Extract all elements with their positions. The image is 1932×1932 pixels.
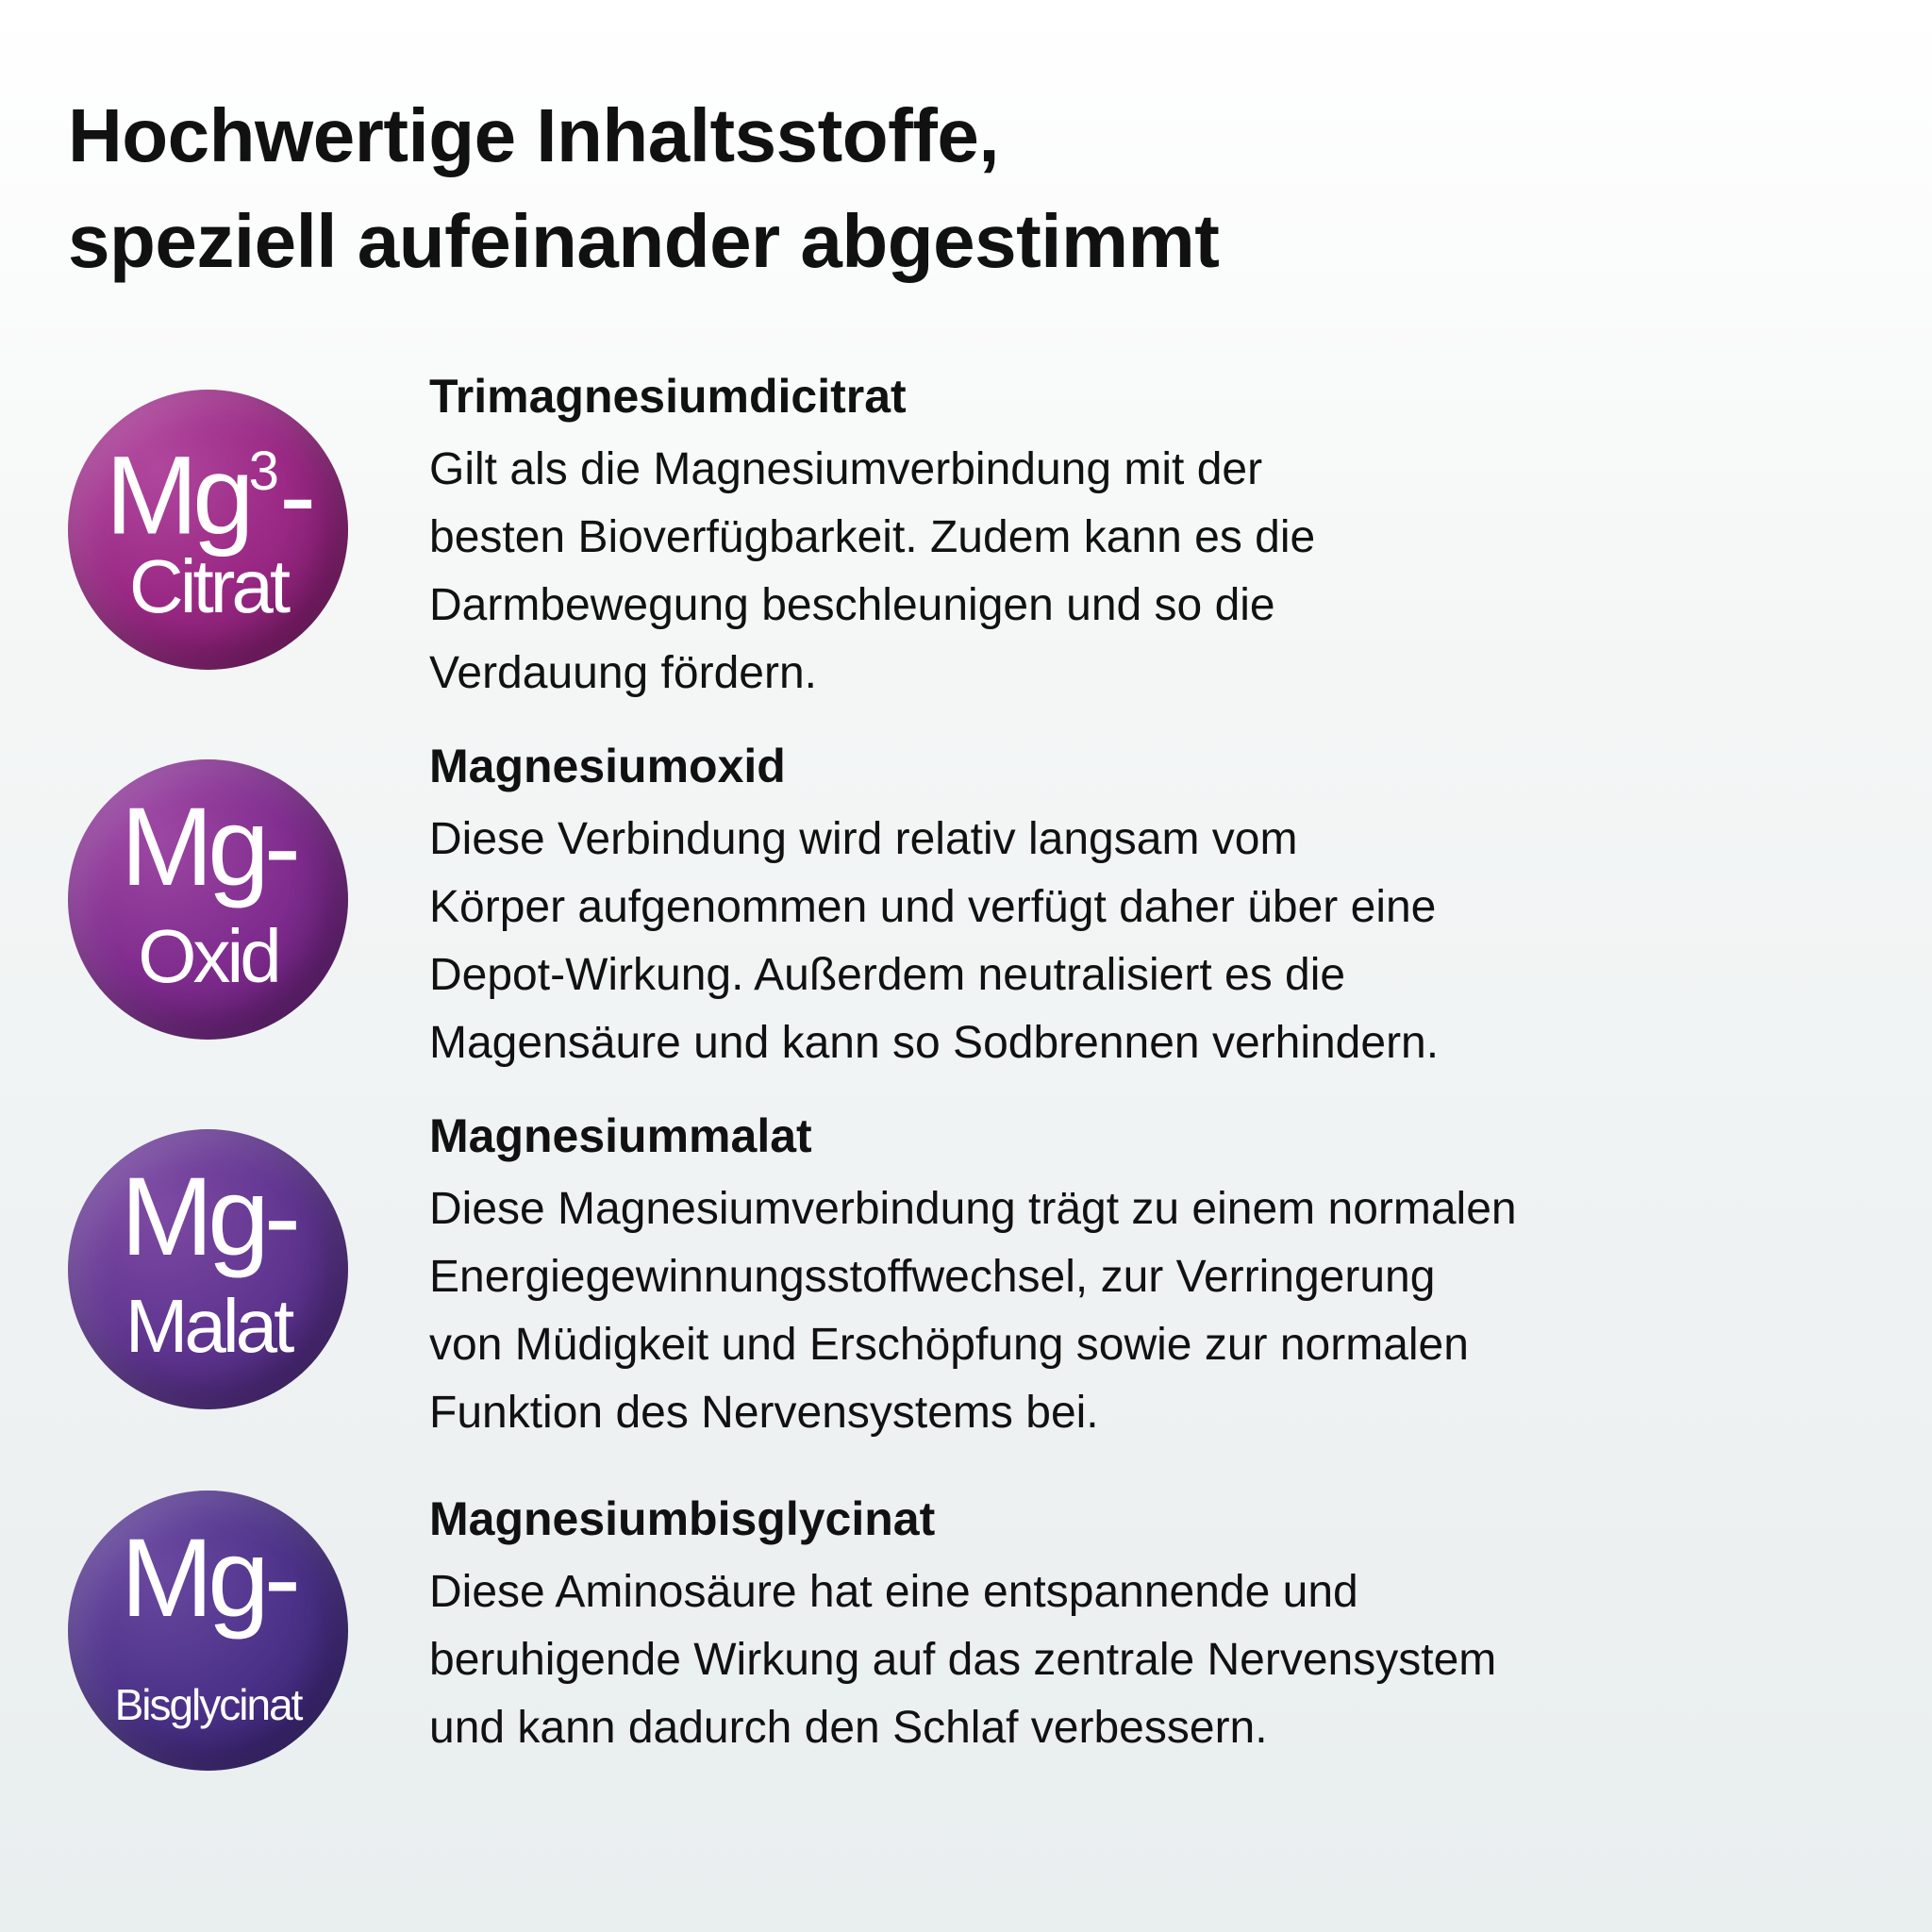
ingredient-malat-text bbox=[429, 1108, 1882, 1447]
badge-malat-formula: Mg- bbox=[120, 1155, 296, 1279]
description-line: und kann dadurch den Schlaf verbessern. bbox=[429, 1703, 1268, 1753]
description-line: besten Bioverfügbarkeit. Zudem kann es die bbox=[429, 512, 1316, 562]
badge-bisglycinat-formula: Mg- bbox=[120, 1516, 296, 1641]
ingredient-malat-heading: Magnesiummalat bbox=[429, 1109, 812, 1162]
ingredient-bisglycinat-text bbox=[429, 1491, 1882, 1762]
description-line: Diese Magnesiumverbindung trägt zu einem normalen bbox=[429, 1184, 1517, 1234]
badge-citrat-formula bbox=[68, 422, 348, 558]
badge-malat bbox=[68, 1129, 348, 1409]
ingredient-oxid-text bbox=[429, 738, 1882, 1077]
ingredient-citrat-description bbox=[429, 436, 1882, 708]
description-line: Darmbewegung beschleunigen und so die bbox=[429, 580, 1275, 630]
badge-bisglycinat-label: Bisglycinat bbox=[114, 1680, 302, 1729]
badge-malat-label: Malat bbox=[125, 1284, 291, 1368]
badge-oxid bbox=[68, 759, 348, 1040]
badge-bisglycinat bbox=[68, 1491, 348, 1771]
page-title-line-1: Hochwertige Inhaltsstoffe, bbox=[68, 93, 1000, 177]
description-line: Funktion des Nervensystems bei. bbox=[429, 1388, 1099, 1438]
ingredient-malat-description bbox=[429, 1175, 1882, 1447]
description-line: Körper aufgenommen und verfügt daher über eine bbox=[429, 882, 1437, 932]
ingredient-oxid-description bbox=[429, 806, 1882, 1077]
ingredient-bisglycinat-heading: Magnesiumbisglycinat bbox=[429, 1492, 936, 1545]
ingredient-citrat-text bbox=[429, 368, 1882, 708]
description-line: beruhigende Wirkung auf das zentrale Nervensystem bbox=[429, 1635, 1497, 1685]
badge-oxid-label: Oxid bbox=[138, 914, 278, 998]
badge-citrat-dash: - bbox=[278, 433, 311, 558]
badge-citrat-superscript: 3 bbox=[248, 441, 279, 502]
ingredient-bisglycinat-description bbox=[429, 1558, 1882, 1762]
ingredient-citrat-heading: Trimagnesiumdicitrat bbox=[429, 370, 907, 423]
badge-citrat-label: Citrat bbox=[128, 544, 288, 628]
description-line: Verdauung fördern. bbox=[429, 648, 817, 698]
badge-oxid-formula: Mg- bbox=[120, 785, 296, 909]
page-title-line-2: speziell aufeinander abgestimmt bbox=[68, 199, 1220, 283]
description-line: Diese Verbindung wird relativ langsam vom bbox=[429, 814, 1298, 864]
description-line: Magensäure und kann so Sodbrennen verhindern. bbox=[429, 1018, 1440, 1068]
page-title bbox=[68, 83, 1766, 294]
badge-citrat bbox=[68, 390, 348, 670]
badge-citrat-symbol: Mg bbox=[105, 433, 249, 558]
description-line: Gilt als die Magnesiumverbindung mit der bbox=[429, 444, 1263, 494]
ingredient-oxid-heading: Magnesiumoxid bbox=[429, 740, 786, 792]
description-line: Depot-Wirkung. Außerdem neutralisiert es die bbox=[429, 950, 1346, 1000]
description-line: von Müdigkeit und Erschöpfung sowie zur normalen bbox=[429, 1320, 1469, 1370]
description-line: Diese Aminosäure hat eine entspannende und bbox=[429, 1567, 1358, 1617]
description-line: Energiegewinnungsstoffwechsel, zur Verringerung bbox=[429, 1252, 1436, 1302]
